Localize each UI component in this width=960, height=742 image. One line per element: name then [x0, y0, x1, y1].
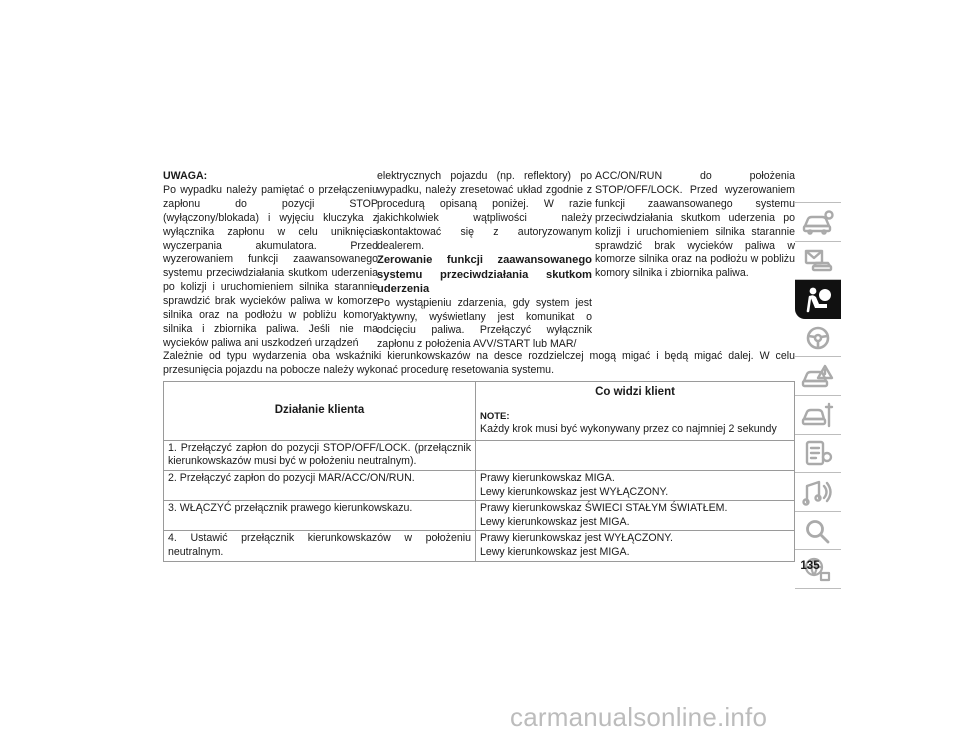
reset-procedure-table — [163, 381, 795, 562]
result-cell — [476, 531, 795, 561]
note-label: NOTE: — [480, 410, 510, 422]
page-number: 135 — [800, 560, 820, 572]
steering-wheel-icon — [801, 324, 835, 352]
result-line: Prawy kierunkowskaz ŚWIECI STAŁYM ŚWIATŁEM. — [480, 502, 728, 515]
tab-safety[interactable] — [795, 280, 841, 319]
text-column-2 — [377, 170, 592, 352]
warning-text: Po wypadku należy pamiętać o przełączeniu zapłonu do pozycji STOP (wyłączony/blokada) i wyjęciu kluczyka z wyłącznika zapłonu w celu uniknięcia wyczerpania akumulatora. Przed wyzerowaniem funkcji zaawansowanego systemu przeciwdziałania skutkom uderzenia po kolizji i uruchomieniem silnika starannie sprawdzić brak wycieków paliwa w komorze silnika oraz na podłożu w pobliżu komory silnika i zbiornika paliwa. Jeśli nie ma wycieków paliwa ani uszkodzeń urządzeń — [163, 183, 378, 349]
text-column-1 — [163, 170, 378, 351]
table-row — [164, 440, 795, 470]
result-cell — [476, 470, 795, 500]
paragraph: Po wystąpieniu zdarzenia, gdy system jest aktywny, wyświetlany jest komunikat o odcięciu paliwa. Przełączyć wyłącznik zapłonu z położenia AVV/START lub MAR/ — [377, 296, 592, 351]
tab-driving[interactable] — [795, 319, 841, 358]
table-header-row — [164, 382, 795, 441]
column-header-result-title: Co widzi klient — [595, 386, 675, 398]
action-cell: 3. WŁĄCZYĆ przełącznik prawego kierunkowskazu. — [164, 501, 476, 531]
action-cell: 2. Przełączyć zapłon do pozycji MAR/ACC/ON/RUN. — [164, 470, 476, 500]
tab-keys[interactable] — [795, 242, 841, 281]
car-warning-icon — [801, 362, 835, 390]
intro-paragraph: Zależnie od typu wydarzenia oba wskaźniki kierunkowskazów na desce rozdzielczej mogą migać i będą migać dalej. W celu przesunięcia pojazdu na pobocze należy wykonać procedurę resetowania systemu. — [163, 350, 795, 376]
tab-vehicle-info[interactable] — [795, 202, 841, 242]
tab-index[interactable] — [795, 512, 841, 551]
car-info-icon — [801, 208, 835, 236]
result-cell — [476, 501, 795, 531]
result-line: Prawy kierunkowskaz jest WYŁĄCZONY. — [480, 532, 673, 545]
table-row — [164, 531, 795, 561]
car-service-icon — [801, 401, 835, 429]
airbag-passenger-icon — [801, 285, 835, 313]
note-text: Każdy krok musi być wykonywany przez co najmniej 2 sekundy — [480, 423, 777, 436]
table-row — [164, 470, 795, 500]
action-cell: 4. Ustawić przełącznik kierunkowskazów w położeniu neutralnym. — [164, 531, 476, 561]
paragraph: elektrycznych pojazdu (np. reflektory) po wypadku, należy zresetować układ zgodnie z procedurą opisaną poniżej. W razie jakichkolwiek wątpliwości należy skontaktować się z autoryzowanym dealerem. — [377, 170, 592, 252]
text-column-3 — [595, 170, 795, 281]
multimedia-icon — [801, 478, 835, 506]
column-header-action: Działanie klienta — [164, 382, 476, 441]
tab-service[interactable] — [795, 396, 841, 435]
watermark: carmanualsonline.info — [510, 702, 768, 732]
table-row — [164, 501, 795, 531]
tab-multimedia[interactable] — [795, 473, 841, 512]
warning-title: UWAGA: — [163, 170, 208, 182]
paragraph: ACC/ON/RUN do położenia STOP/OFF/LOCK. Przed wyzerowaniem funkcji zaawansowanego systemu przeciwdziałania skutkom uderzenia po kolizji i uruchomieniem silnika starannie sprawdzić brak wycieków paliwa w komorze silnika oraz na podłożu w pobliżu komory silnika i zbiornika paliwa. — [595, 170, 795, 280]
result-line: Prawy kierunkowskaz MIGA. — [480, 471, 615, 484]
result-line: Lewy kierunkowskaz jest MIGA. — [480, 515, 630, 528]
action-cell: 1. Przełączyć zapłon do pozycji STOP/OFF/LOCK. (przełącznik kierunkowskazów musi być w położeniu neutralnym). — [164, 440, 476, 470]
result-line: Lewy kierunkowskaz jest WYŁĄCZONY. — [480, 485, 669, 498]
tab-emergency[interactable] — [795, 357, 841, 396]
column-header-result — [476, 382, 795, 441]
tab-specifications[interactable] — [795, 435, 841, 474]
result-line: Lewy kierunkowskaz jest MIGA. — [480, 545, 630, 558]
chapter-tabs — [795, 202, 841, 589]
search-magnifier-icon — [801, 517, 835, 545]
specifications-list-icon — [801, 439, 835, 467]
result-cell — [476, 440, 795, 470]
section-heading: Zerowanie funkcji zaawansowanego systemu przeciwdziałania skutkom uderzenia — [377, 254, 592, 296]
car-key-mail-icon — [801, 246, 835, 274]
